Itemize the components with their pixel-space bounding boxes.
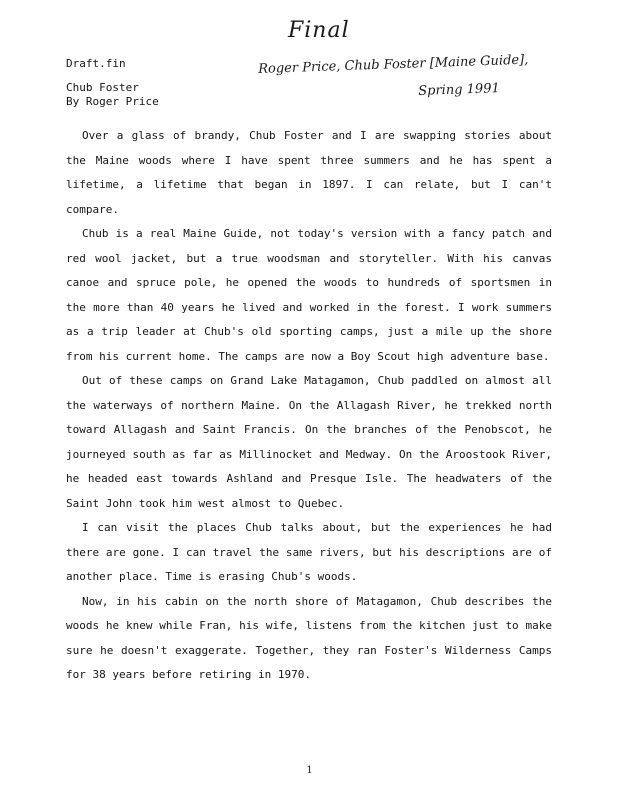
article-subject: Chub Foster: [66, 81, 139, 94]
paragraph: Now, in his cabin on the north shore of Matagamon, Chub describes the woods he knew while Fran, his wife, listens from the kitchen just to make sure he doesn't exaggerate. Together, they ran Foster's Wilderness Camps for 38 years before retiring in 1970.: [66, 594, 552, 681]
paragraph: I can visit the places Chub talks about, but the experiences he had there are gone. I can travel the same rivers, but his descriptions are of another place. Time is erasing Chub's woods.: [66, 521, 552, 583]
page-number: 1: [306, 765, 313, 776]
draft-filename: Draft.fin: [66, 57, 126, 70]
paragraph: Out of these camps on Grand Lake Matagamon, Chub paddled on almost all the waterways of northern Maine. On the Allagash River, he trekked north toward Allagash and Saint Francis. On the branches of the Penobscot, he journeyed south as far as Millinocket and Medway. On the Aroostook River, he headed east towards Ashland and Presque Isle. The headwaters of the Saint John took him west almost to Quebec.: [66, 374, 552, 510]
paragraph: Over a glass of brandy, Chub Foster and I are swapping stories about the Maine woods where I have spent three summers and he has spent a lifetime, a lifetime that began in 1897. I can relate, but I can't compare.: [66, 129, 552, 216]
handwritten-author-note: Roger Price, Chub Foster [Maine Guide],: [258, 52, 529, 77]
handwritten-final-label: Final: [288, 18, 350, 43]
handwritten-date-note: Spring 1991: [418, 81, 500, 99]
article-body: [66, 124, 552, 688]
paragraph: Chub is a real Maine Guide, not today's version with a fancy patch and red wool jacket, but a true woodsman and storyteller. With his canvas canoe and spruce pole, he opened the woods to hundreds of sportsmen in the more than 40 years he lived and worked in the forest. I work summers as a trip leader at Chub's old sporting camps, just a mile up the shore from his current home. The camps are now a Boy Scout high adventure base.: [66, 227, 552, 363]
article-byline: By Roger Price: [66, 95, 159, 108]
